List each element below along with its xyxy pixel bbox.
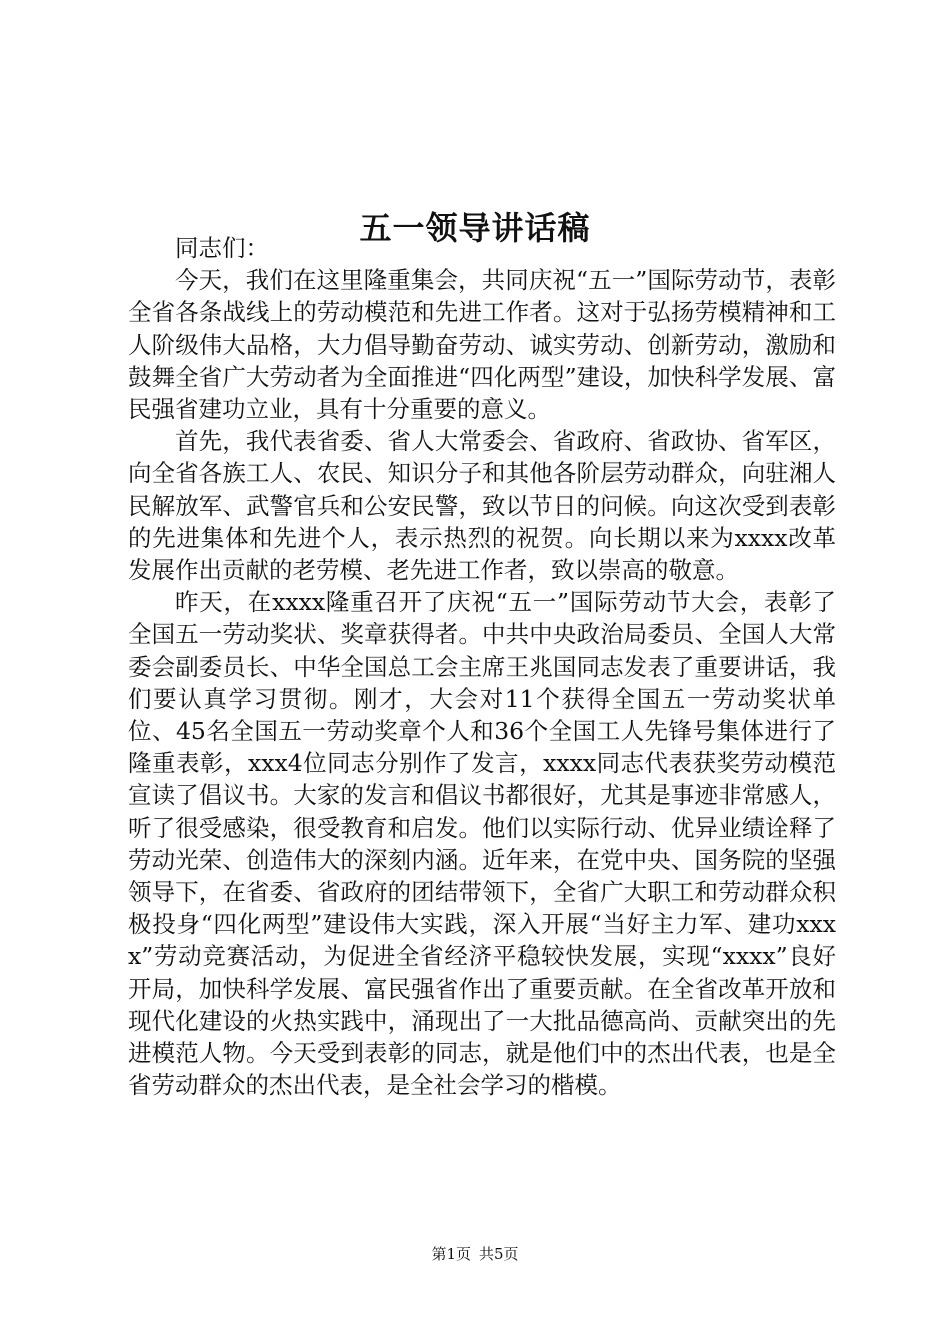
salutation: 同志们： bbox=[175, 234, 269, 262]
page-number: 第1页 bbox=[431, 1245, 471, 1263]
page-footer bbox=[0, 1244, 950, 1264]
paragraph-1: 今天，我们在这里隆重集会，共同庆祝“五一”国际劳动节，表彰全省各条战线上的劳动模范和先进工作者。这对于弘扬劳模精神和工人阶级伟大品格，大力倡导勤奋劳动、诚实劳动、创新劳动，激励和鼓舞全省广大劳动者为全面推进“四化两型”建设，加快科学发展、富民强省建功立业，具有十分重要的意义。 bbox=[128, 266, 836, 424]
document-title: 五一领导讲话稿 bbox=[359, 209, 591, 248]
page-total: 共5页 bbox=[479, 1245, 519, 1263]
paragraph-2: 首先，我代表省委、省人大常委会、省政府、省政协、省军区，向全省各族工人、农民、知识分子和其他各阶层劳动群众，向驻湘人民解放军、武警官兵和公安民警，致以节日的问候。向这次受到表彰的先进集体和先进个人，表示热烈的祝贺。向长期以来为xxxx改革发展作出贡献的老劳模、老先进工作者，致以崇高的敬意。 bbox=[128, 427, 836, 585]
document-body bbox=[128, 232, 836, 1101]
paragraph-3: 昨天，在xxxx隆重召开了庆祝“五一”国际劳动节大会，表彰了全国五一劳动奖状、奖章获得者。中共中央政治局委员、全国人大常委会副委员长、中华全国总工会主席王兆国同志发表了重要讲话，我们要认真学习贯彻。刚才，大会对11个获得全国五一劳动奖状单位、45名全国五一劳动奖章个人和36个全国工人先锋号集体进行了隆重表彰，xxx4位同志分别作了发言，xxxx同志代表获奖劳动模范宣读了倡议书。大家的发言和倡议书都很好，尤其是事迹非常感人，听了很受感染，很受教育和启发。他们以实际行动、优异业绩诠释了劳动光荣、创造伟大的深刻内涵。近年来，在党中央、国务院的坚强领导下，在省委、省政府的团结带领下，全省广大职工和劳动群众积极投身“四化两型”建设伟大实践，深入开展“当好主力军、建功xxxx”劳动竞赛活动，为促进全省经济平稳较快发展，实现“xxxx”良好开局，加快科学发展、富民强省作出了重要贡献。在全省改革开放和现代化建设的火热实践中，涌现出了一大批品德高尚、贡献突出的先进模范人物。今天受到表彰的同志，就是他们中的杰出代表，也是全省劳动群众的杰出代表，是全社会学习的楷模。 bbox=[128, 588, 836, 1100]
